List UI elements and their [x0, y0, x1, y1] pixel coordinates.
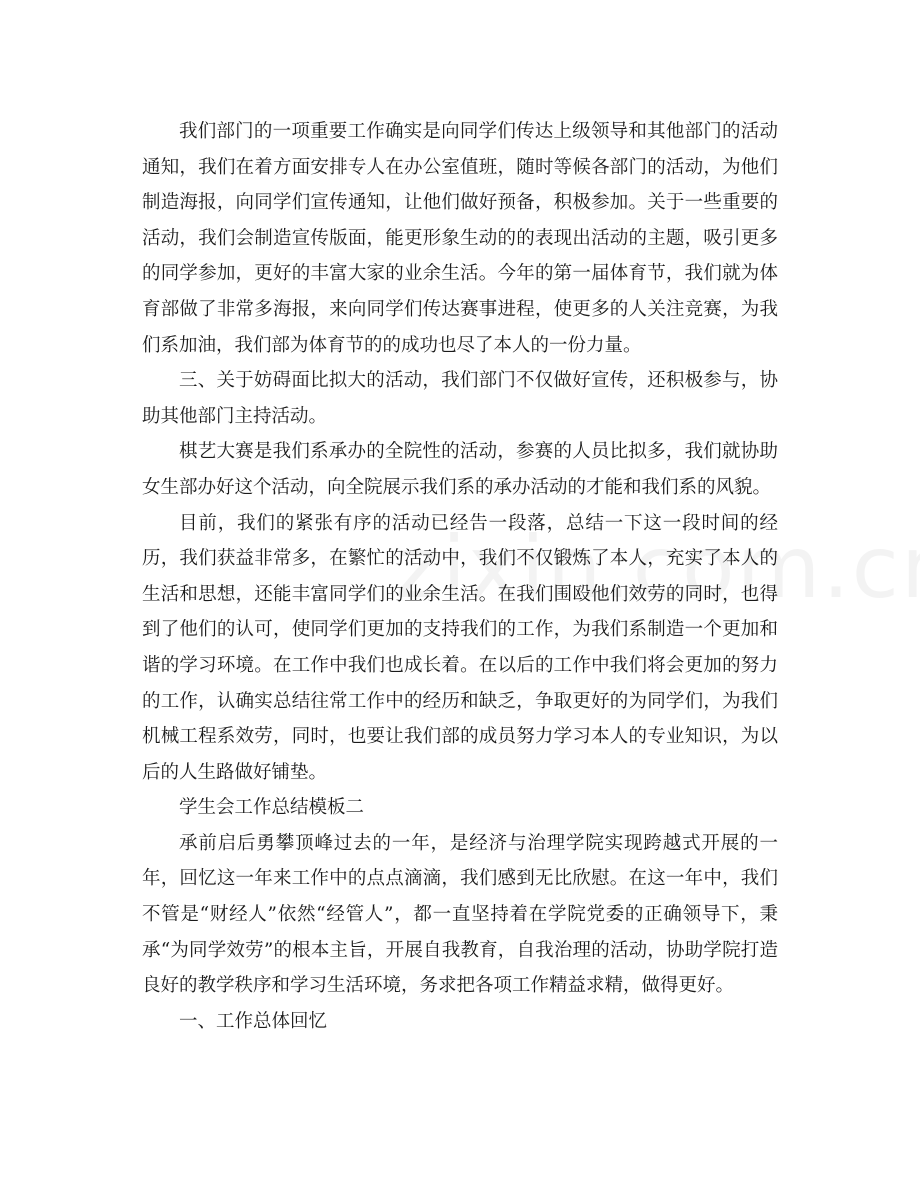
- paragraph-publicity-notices: 我们部门的一项重要工作确实是向同学们传达上级领导和其他部门的活动通知，我们在着方面安排专人在办公室值班，随时等候各部门的活动，为他们制造海报，向同学们宣传通知，让他们做好预备，积极参加。关于一些重要的活动，我们会制造宣传版面，能更形象生动的的表现出活动的主题，吸引更多的同学参加，更好的丰富大家的业余生活。今年的第一届体育节，我们就为体育部做了非常多海报，来向同学们传达赛事进程，使更多的人关注竞赛，为我们系加油，我们部为体育节的的成功也尽了本人的一份力量。: [142, 121, 778, 356]
- paragraph-section-three: 三、关于妨碍面比拟大的活动，我们部门不仅做好宣传，还积极参与，协助其他部门主持活动。: [142, 370, 778, 427]
- section-heading-template-two: 学生会工作总结模板二: [179, 797, 365, 819]
- section-heading-overall-review: 一、工作总体回忆: [179, 1010, 328, 1032]
- paragraph-year-review: 承前启后勇攀顶峰过去的一年，是经济与治理学院实现跨越式开展的一年，回忆这一年来工作中的点点滴滴，我们感到无比欣慰。在这一年中，我们不管是“财经人”依然“经管人”，都一直坚持着在学院党委的正确领导下，秉承“为同学效劳”的根本主旨，开展自我教育，自我治理的活动，协助学院打造良好的教学秩序和学习生活环境，务求把各项工作精益求精，做得更好。: [142, 832, 778, 997]
- paragraph-summary: 目前，我们的紧张有序的活动已经告一段落，总结一下这一段时间的经历，我们获益非常多，在繁忙的活动中，我们不仅锻炼了本人，充实了本人的生活和思想，还能丰富同学们的业余生活。在我们围殴他们效劳的同时，也得到了他们的认可，使同学们更加的支持我们的工作，为我们系制造一个更加和谐的学习环境。在工作中我们也成长着。在以后的工作中我们将会更加的努力的工作，认确实总结往常工作中的经历和缺乏，争取更好的为同学们，为我们机械工程系效劳，同时，也要让我们部的成员努力学习本人的专业知识，为以后的人生路做好铺垫。: [142, 512, 778, 783]
- document-body: [142, 114, 778, 1039]
- paragraph-chess-contest: 棋艺大赛是我们系承办的全院性的活动，参赛的人员比拟多，我们就协助女生部办好这个活动，向全院展示我们系的承办活动的才能和我们系的风貌。: [142, 441, 778, 498]
